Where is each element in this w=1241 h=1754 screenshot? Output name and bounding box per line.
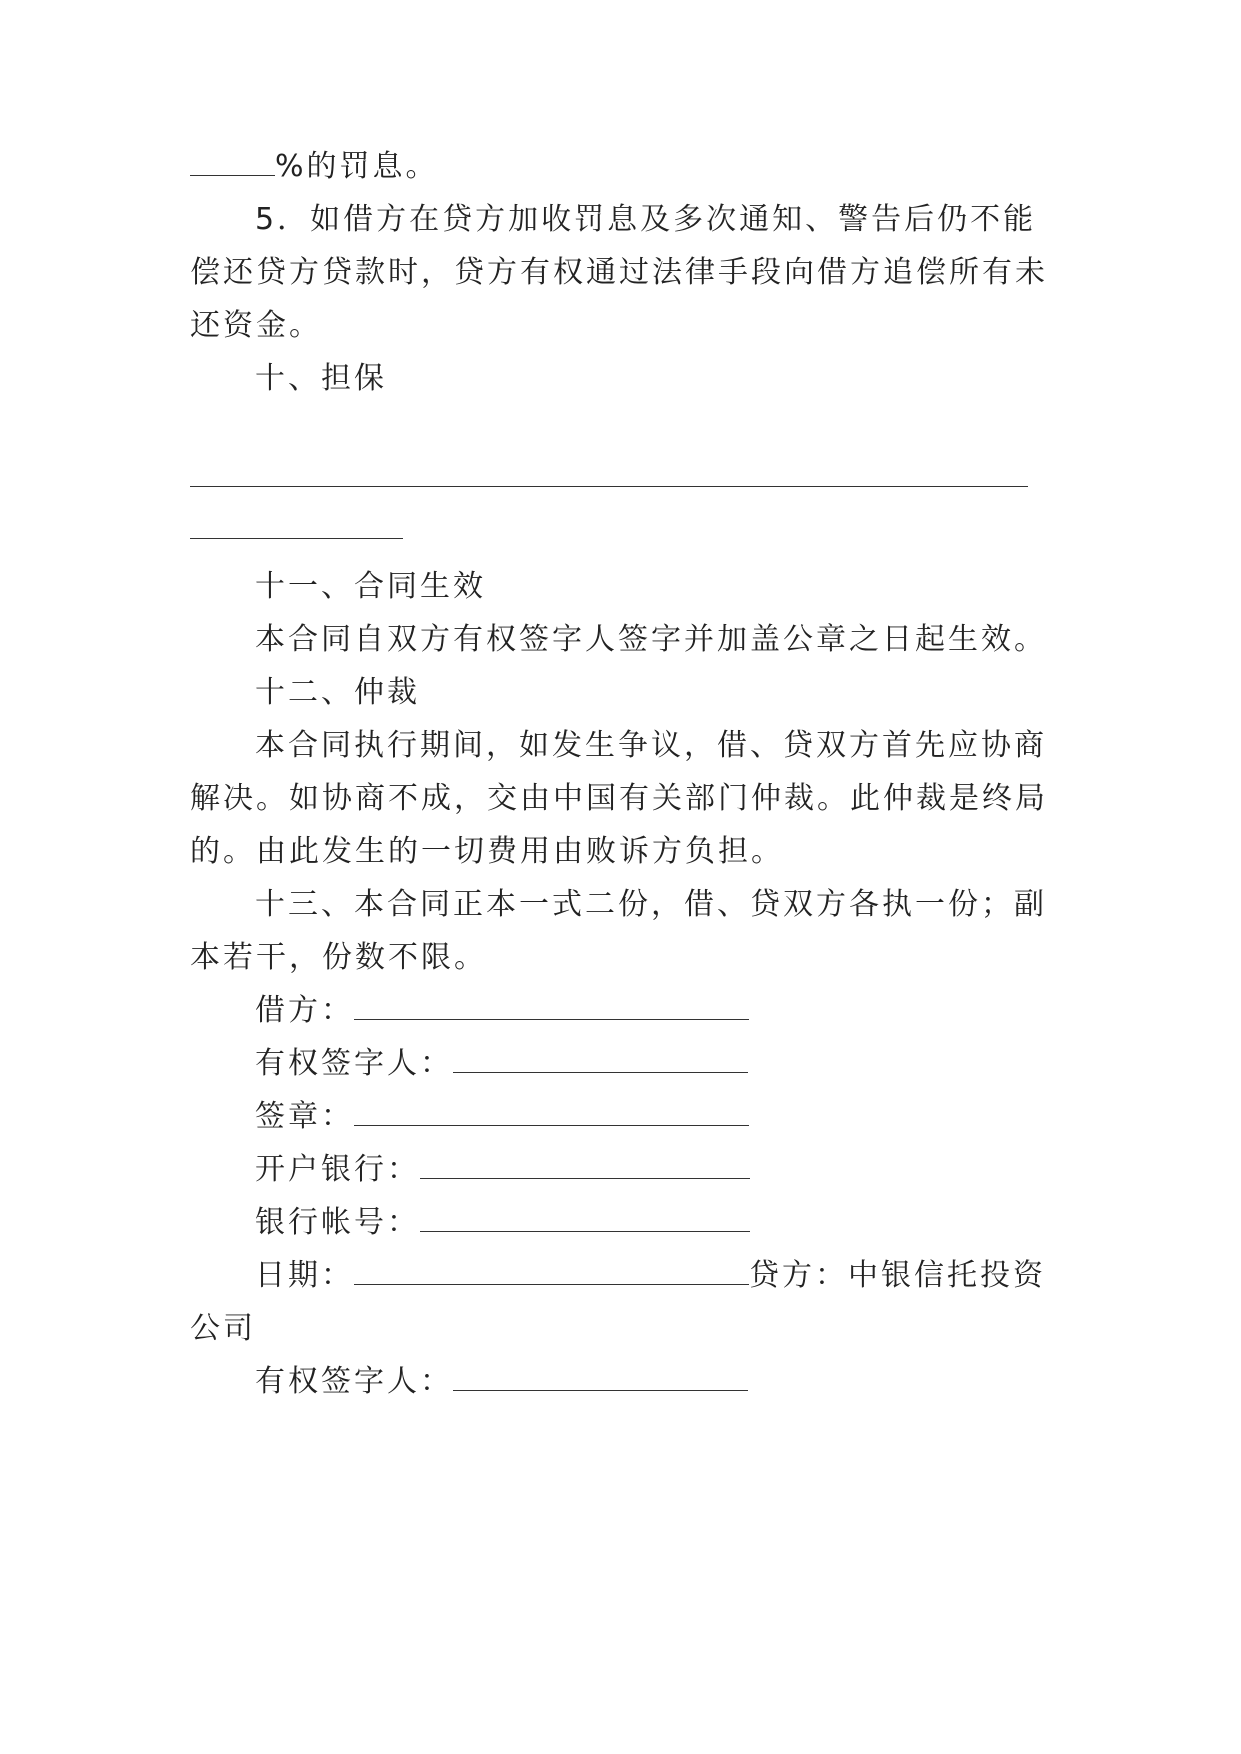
section-12-line-3: 的。由此发生的一切费用由败诉方负担。 xyxy=(190,834,784,869)
section-12-line-1: 本合同执行期间，如发生争议，借、贷双方首先应协商 xyxy=(255,728,1047,763)
seal-label: 签章： xyxy=(255,1099,354,1134)
blank-rule-long xyxy=(190,486,1028,487)
account-line xyxy=(0,1203,750,1243)
account-field[interactable] xyxy=(420,1205,750,1232)
lender-name-cont: 公司 xyxy=(190,1311,256,1346)
section-13-line-2: 本若干，份数不限。 xyxy=(190,940,487,975)
bank-line xyxy=(0,1150,750,1190)
lender-signatory-line xyxy=(0,1362,748,1402)
clause-5-line-1: 5．如借方在贷方加收罚息及多次通知、警告后仍不能 xyxy=(255,202,1037,237)
signatory-field[interactable] xyxy=(453,1046,748,1073)
lender-label: 贷方：中银信托投资 xyxy=(749,1258,1046,1293)
borrower-line xyxy=(0,991,749,1031)
signatory-line xyxy=(0,1044,748,1084)
blank-field xyxy=(190,149,275,176)
bank-field[interactable] xyxy=(420,1152,750,1179)
bank-label: 开户银行： xyxy=(255,1152,420,1187)
date-label: 日期： xyxy=(255,1258,354,1293)
section-11-heading: 十一、合同生效 xyxy=(255,569,486,604)
penalty-text: %的罚息。 xyxy=(275,149,439,184)
section-12-line-2: 解决。如协商不成，交由中国有关部门仲裁。此仲裁是终局 xyxy=(190,781,1048,816)
lender-signatory-label: 有权签字人： xyxy=(255,1364,453,1399)
section-11-body: 本合同自双方有权签字人签字并加盖公章之日起生效。 xyxy=(255,622,1047,657)
section-13-line-1: 十三、本合同正本一式二份，借、贷双方各执一份；副 xyxy=(255,887,1047,922)
section-10-heading: 十、担保 xyxy=(255,361,387,396)
blank-rule-short xyxy=(190,538,403,539)
account-label: 银行帐号： xyxy=(255,1205,420,1240)
section-12-heading: 十二、仲裁 xyxy=(255,675,420,710)
signatory-label: 有权签字人： xyxy=(255,1046,453,1081)
borrower-field[interactable] xyxy=(354,993,749,1020)
seal-line xyxy=(0,1097,749,1137)
date-field[interactable] xyxy=(354,1258,749,1285)
borrower-label: 借方： xyxy=(255,993,354,1028)
seal-field[interactable] xyxy=(354,1099,749,1126)
date-lender-line xyxy=(0,1256,1046,1296)
penalty-line xyxy=(0,147,439,187)
clause-5-line-3: 还资金。 xyxy=(190,308,322,343)
clause-5-line-2: 偿还贷方贷款时，贷方有权通过法律手段向借方追偿所有未 xyxy=(190,255,1048,290)
lender-signatory-field[interactable] xyxy=(453,1364,748,1391)
